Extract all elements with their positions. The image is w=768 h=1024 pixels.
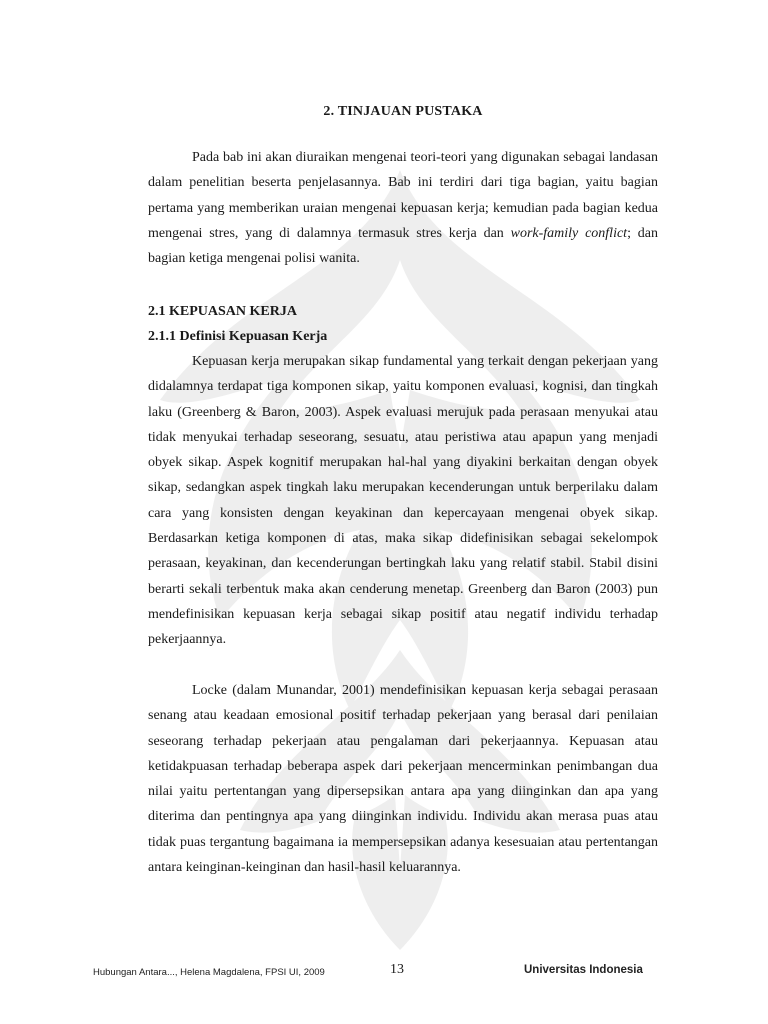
page-number: 13	[390, 962, 404, 977]
chapter-title: 2. TINJAUAN PUSTAKA	[323, 104, 483, 119]
intro-text-end: ; dan bagian ketiga mengenai polisi wanita.	[148, 225, 658, 267]
intro-text-start: Pada bab ini akan diuraikan mengenai teori-teori yang digunakan sebagai landasan dalam penelitian beserta penjelasannya. Bab ini terdiri dari tiga bagian, yaitu bagian pertama yang memberikan uraian mengenai kepuasan kerja; kemudian pada bagian kedua mengenai stres, yang di dalamnya termasuk stres kerja dan	[148, 150, 658, 241]
paragraph-1	[148, 349, 658, 653]
paragraph-2	[148, 678, 658, 880]
paragraph-1-text: Kepuasan kerja merupakan sikap fundamental yang terkait dengan pekerjaan yang didalamnya terdapat tiga komponen sikap, yaitu komponen evaluasi, kognisi, dan tingkah laku (Greenberg & Baron, 2003). Aspek evaluasi merujuk pada perasaan menyukai atau tidak menyukai terhadap seseorang, sesuatu, atau peristiwa atau apapun yang menjadi obyek sikap. Aspek kognitif merupakan hal-hal yang diyakini berkaitan dengan obyek sikap, sedangkan aspek tingkah laku merupakan kecenderungan untuk berperilaku dalam cara yang konsisten dengan keyakinan dan kepercayaan mengenai obyek sikap. Berdasarkan ketiga komponen di atas, maka sikap didefinisikan sebagai sekelompok perasaan, keyakinan, dan kecenderungan bertingkah laku yang relatif stabil. Stabil disini berarti sekali terbentuk maka akan cenderung menetap. Greenberg dan Baron (2003) pun mendefinisikan kepuasan kerja sebagai sikap positif atau negatif individu terhadap pekerjaannya.	[148, 354, 658, 648]
footer-citation: Hubungan Antara..., Helena Magdalena, FPSI UI, 2009	[93, 967, 325, 978]
intro-paragraph	[148, 145, 658, 271]
intro-italic-term: work-family conflict	[510, 225, 628, 241]
footer-university: Universitas Indonesia	[524, 964, 643, 976]
section-heading: 2.1 KEPUASAN KERJA	[148, 304, 297, 319]
paragraph-2-text: Locke (dalam Munandar, 2001) mendefinisikan kepuasan kerja sebagai perasaan senang atau keadaan emosional positif terhadap pekerjaan yang berasal dari penilaian seseorang terhadap pekerjaan atau pengalaman dari pekerjaannya. Kepuasan atau ketidakpuasan terhadap beberapa aspek dari pekerjaan mencerminkan penimbangan dua nilai yaitu pertentangan yang dipersepsikan antara apa yang diinginkan dan apa yang diterima dan pentingnya apa yang diinginkan individu. Individu akan merasa puas atau tidak puas tergantung bagaimana ia mempersepsikan adanya kesesuaian atau pertentangan antara keinginan-keinginan dan hasil-hasil keluarannya.	[148, 683, 658, 876]
subsection-heading: 2.1.1 Definisi Kepuasan Kerja	[148, 329, 328, 344]
